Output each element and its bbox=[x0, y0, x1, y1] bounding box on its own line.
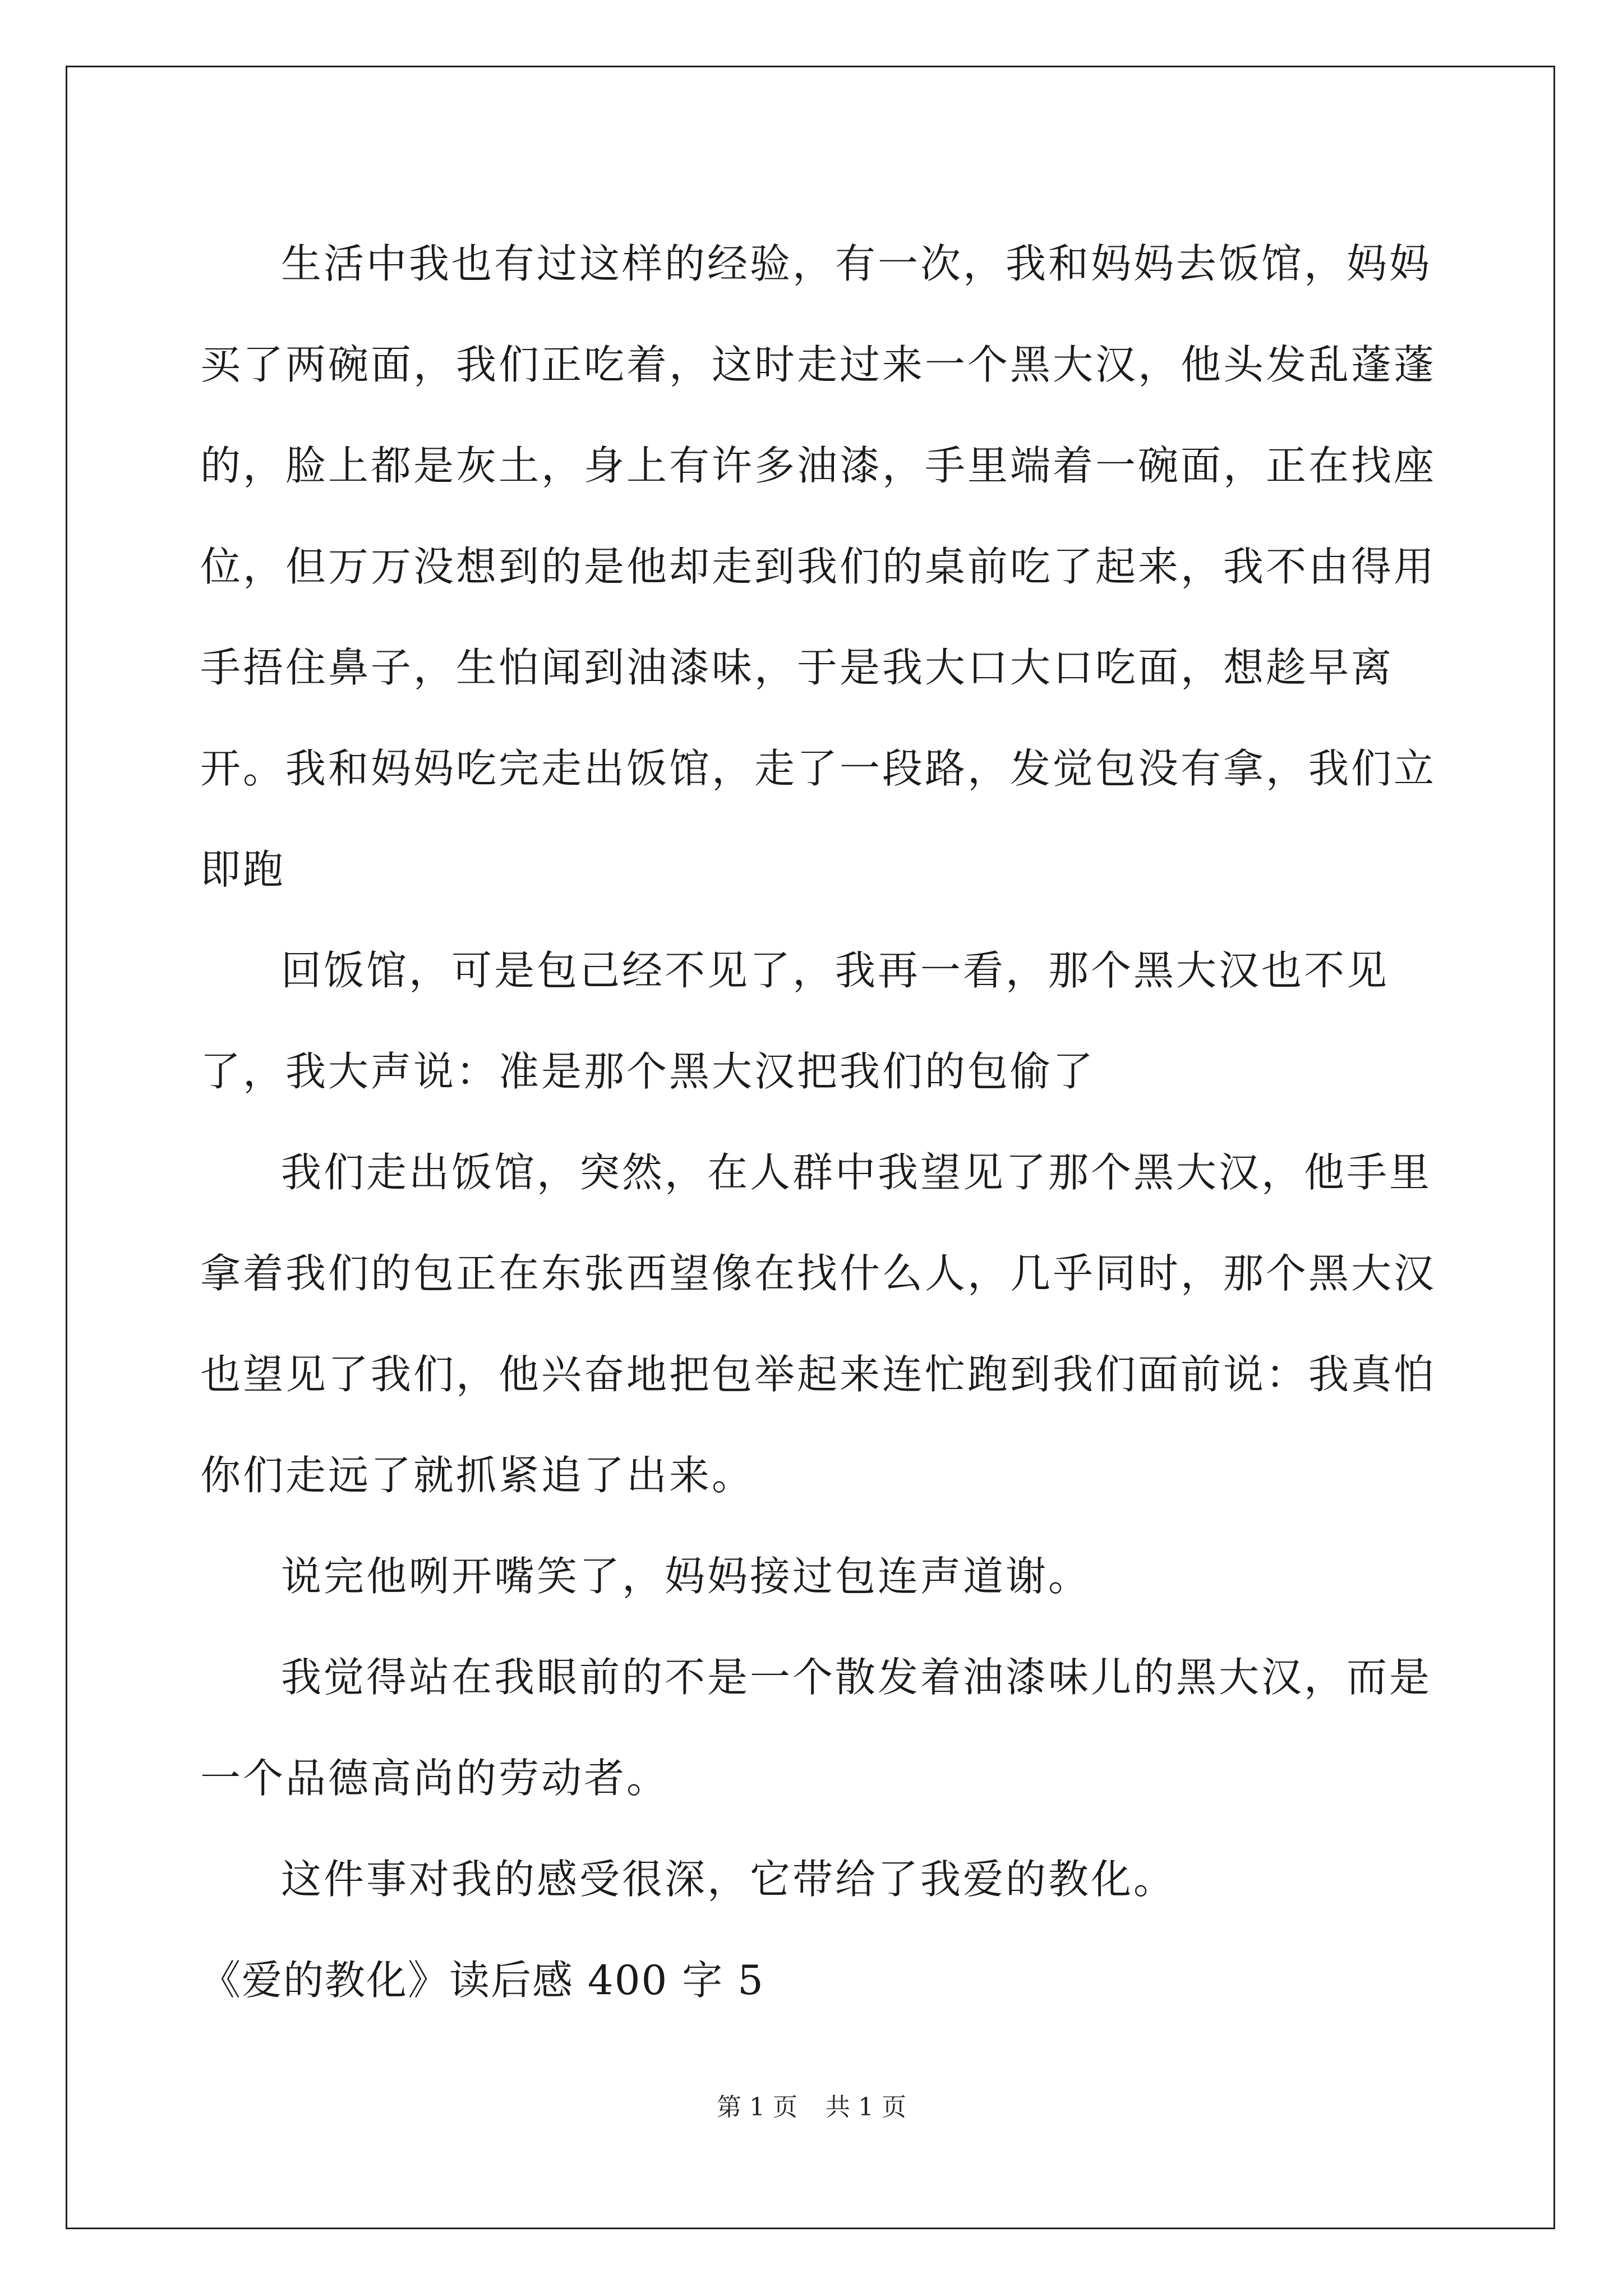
paragraph-2: 回饭馆，可是包己经不见了，我再一看，那个黑大汉也不见了，我大声说：准是那个黑大汉把我们的包偷了 bbox=[200, 947, 1390, 1095]
paragraph-6: 这件事对我的感受很深，它带给了我爱的教化。 bbox=[281, 1856, 1177, 1903]
document-body bbox=[200, 213, 1440, 2031]
page-number: 第 1 页 bbox=[717, 2093, 797, 2122]
paragraph-5: 我觉得站在我眼前的不是一个散发着油漆味儿的黑大汉，而是一个品德高尚的劳动者。 bbox=[200, 1654, 1432, 1802]
page-footer bbox=[0, 2087, 1623, 2123]
section-heading: 《爱的教化》读后感 400 字 5 bbox=[200, 1957, 764, 2004]
page-total: 共 1 页 bbox=[826, 2093, 906, 2122]
paragraph-3: 我们走出饭馆，突然，在人群中我望见了那个黑大汉，他手里拿着我们的包正在东张西望像在找什么人，几乎同时，那个黑大汉也望见了我们，他兴奋地把包举起来连忙跑到我们面前说：我真怕你们走远了就抓紧追了出来。 bbox=[200, 1149, 1437, 1499]
paragraph-1: 生活中我也有过这样的经验，有一次，我和妈妈去饭馆，妈妈买了两碗面，我们正吃着，这时走过来一个黑大汉，他头发乱蓬蓬的，脸上都是灰土，身上有许多油漆，手里端着一碗面，正在找座位，但万万没想到的是他却走到我们的桌前吃了起来，我不由得用手捂住鼻子，生怕闻到油漆味，于是我大口大口吃面，想趁早离开。我和妈妈吃完走出饭馆，走了一段路，发觉包没有拿，我们立即跑 bbox=[200, 240, 1437, 893]
paragraph-4: 说完他咧开嘴笑了，妈妈接过包连声道谢。 bbox=[281, 1553, 1091, 1600]
